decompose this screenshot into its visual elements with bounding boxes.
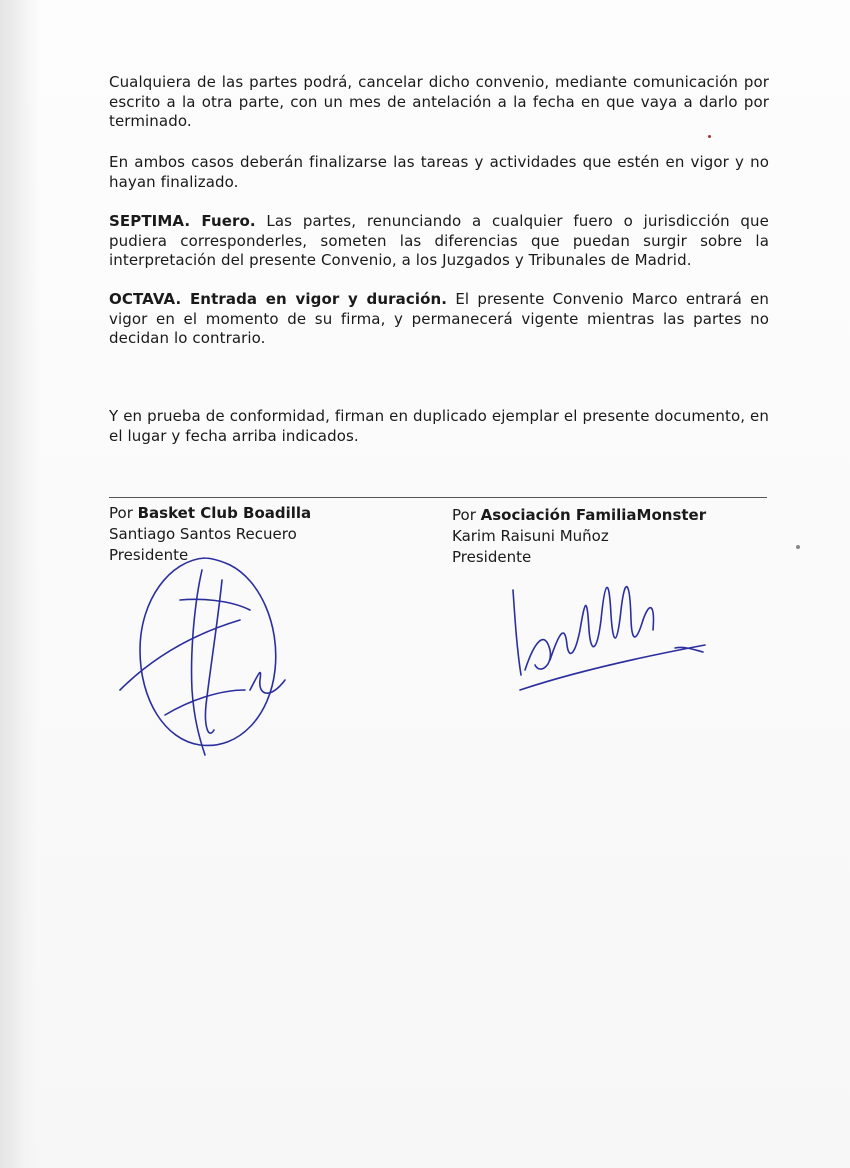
ink-speck [796,545,800,549]
handwritten-signature-left [110,540,300,770]
signer-name: Santiago Santos Recuero [109,525,297,543]
page-fold-shadow [0,0,40,1168]
paragraph-cancellation: Cualquiera de las partes podrá, cancelar dicho convenio, mediante comunicación por escrito a la otra parte, con un mes de antelación a la fecha en que vaya a darlo por terminado. [109,73,769,130]
clause-seventh [109,212,769,271]
signer-org: Asociación FamiliaMonster [480,506,707,524]
clause-eighth [109,290,769,349]
clause-eighth-body: El presente Convenio Marco entrará en vigor en el momento de su firma, y permanecerá vigente mientras las partes no decidan lo contrario. [109,290,770,347]
ink-speck [708,135,711,138]
signer-name: Karim Raisuni Muñoz [452,527,609,545]
closing-statement: Y en prueba de conformidad, firman en duplicado ejemplar el presente documento, en el lugar y fecha arriba indicados. [109,407,769,445]
clause-seventh-body: Las partes, renunciando a cualquier fuero o jurisdicción que pudiera corresponderles, someten las diferencias que puedan surgir sobre la interpretación del presente Convenio, a los Juzgados y Tribunales de Madrid. [109,212,769,269]
signer-org-line [452,505,706,526]
handwritten-signature-right [505,560,710,700]
clause-seventh-heading: SEPTIMA. Fuero. [109,212,256,230]
signer-org: Basket Club Boadilla [137,504,312,522]
signature-divider [109,497,767,498]
signer-org-line [109,503,311,524]
signer-prefix: Por [452,506,481,524]
clause-eighth-heading: OCTAVA. Entrada en vigor y duración. [109,290,448,308]
signer-role: Presidente [452,548,532,566]
signer-role: Presidente [109,546,189,564]
signer-prefix: Por [109,504,138,522]
signature-block-right [452,505,706,568]
paragraph-pending-tasks: En ambos casos deberán finalizarse las tareas y actividades que estén en vigor y no hayan finalizado. [109,153,769,191]
